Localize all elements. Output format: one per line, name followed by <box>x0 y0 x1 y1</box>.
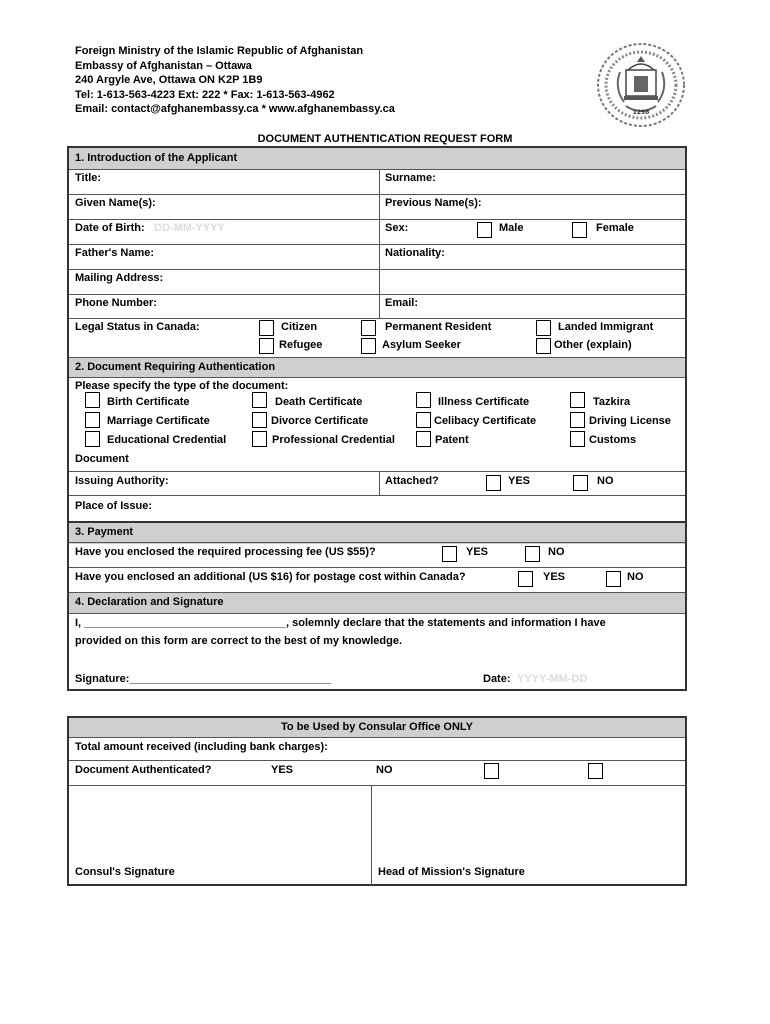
signature-line[interactable]: Signature:_________________________________ <box>75 673 332 685</box>
row-father-nationality[interactable] <box>69 244 685 270</box>
section-3-title: 3. Payment <box>75 526 134 538</box>
dob-label: Date of Birth: <box>75 222 145 234</box>
letterhead <box>75 44 395 117</box>
landed-immigrant-label: Landed Immigrant <box>558 321 654 333</box>
consular-office-table <box>67 716 687 886</box>
title-label: Title: <box>75 172 102 184</box>
request-form <box>67 146 687 691</box>
section-1-title: 1. Introduction of the Applicant <box>75 152 238 164</box>
attached-yes-label: YES <box>508 475 531 487</box>
section-2-header <box>69 357 685 378</box>
fee-no-checkbox[interactable] <box>525 546 540 562</box>
issuing-authority-label: Issuing Authority: <box>75 475 169 487</box>
divorce-certificate-checkbox[interactable] <box>252 412 267 428</box>
postage-question: Have you enclosed an additional (US $16) for postage cost within Canada? <box>75 571 466 583</box>
place-of-issue-label: Place of Issue: <box>75 500 153 512</box>
section-4-title: 4. Declaration and Signature <box>75 596 224 608</box>
driving-license-checkbox[interactable] <box>570 412 585 428</box>
surname-label: Surname: <box>385 172 436 184</box>
head-of-mission-signature-label[interactable]: Head of Mission's Signature <box>378 866 525 878</box>
row-issuing-authority <box>69 471 685 496</box>
mailing-address-label: Mailing Address: <box>75 272 164 284</box>
date-field[interactable]: YYYY-MM-DD <box>517 673 588 685</box>
postage-yes-label: YES <box>543 571 566 583</box>
section-1-divider <box>379 169 380 319</box>
document-types <box>69 377 685 472</box>
row-title[interactable] <box>69 169 685 195</box>
male-checkbox[interactable] <box>477 222 492 238</box>
authenticated-yes-label: YES <box>271 764 294 776</box>
row-place-of-issue[interactable] <box>69 495 685 522</box>
row-phone-email[interactable] <box>69 294 685 319</box>
professional-credential-checkbox[interactable] <box>252 431 267 447</box>
section-1-header <box>69 148 685 169</box>
patent-label: Patent <box>435 434 469 446</box>
declaration-line-1: I, _________________________________, solemnly declare that the statements and information I have <box>75 617 606 629</box>
declaration-line-2: provided on this form are correct to the best of my knowledge. <box>75 635 402 647</box>
row-authenticated <box>69 760 685 786</box>
educational-credential-label: Educational Credential <box>107 434 227 446</box>
embassy-phones: Tel: 1-613-563-4223 Ext: 222 * Fax: 1-613-563-4962 <box>75 88 335 101</box>
divorce-certificate-label: Divorce Certificate <box>271 415 369 427</box>
customs-label: Customs <box>589 434 637 446</box>
phone-label: Phone Number: <box>75 297 157 309</box>
permanent-resident-checkbox[interactable] <box>361 320 376 336</box>
section-3-header <box>69 521 685 544</box>
asylum-seeker-checkbox[interactable] <box>361 338 376 354</box>
form-title: DOCUMENT AUTHENTICATION REQUEST FORM <box>257 133 513 145</box>
embassy-address: 240 Argyle Ave, Ottawa ON K2P 1B9 <box>75 74 263 87</box>
postage-yes-checkbox[interactable] <box>518 571 533 587</box>
fee-question: Have you enclosed the required processing fee (US $55)? <box>75 546 376 558</box>
male-label: Male <box>499 222 524 234</box>
customs-checkbox[interactable] <box>570 431 585 447</box>
landed-immigrant-checkbox[interactable] <box>536 320 551 336</box>
row-postage <box>69 567 685 593</box>
legal-status-label: Legal Status in Canada: <box>75 321 200 333</box>
other-status-checkbox[interactable] <box>536 338 551 354</box>
authenticated-label: Document Authenticated? <box>75 764 212 776</box>
tazkira-checkbox[interactable] <box>570 392 585 408</box>
permanent-resident-label: Permanent Resident <box>385 321 492 333</box>
document-label: Document <box>75 453 129 465</box>
given-names-label: Given Name(s): <box>75 197 156 209</box>
previous-names-label: Previous Name(s): <box>385 197 482 209</box>
date-label: Date: <box>483 673 511 685</box>
consul-signature-label[interactable]: Consul's Signature <box>75 866 175 878</box>
driving-license-label: Driving License <box>589 415 671 427</box>
marriage-certificate-checkbox[interactable] <box>85 412 100 428</box>
seal-year: 1298 <box>632 109 650 116</box>
birth-certificate-checkbox[interactable] <box>85 392 100 408</box>
embassy-email: Email: contact@afghanembassy.ca * www.afghanembassy.ca <box>75 103 395 116</box>
authenticated-no-checkbox[interactable] <box>588 763 603 779</box>
celibacy-certificate-checkbox[interactable] <box>416 412 431 428</box>
row-dob-sex <box>69 219 685 245</box>
office-title: To be Used by Consular Office ONLY <box>281 721 473 733</box>
row-total-amount[interactable] <box>69 737 685 761</box>
declaration <box>69 613 685 694</box>
fee-yes-label: YES <box>466 546 489 558</box>
attached-yes-checkbox[interactable] <box>486 475 501 491</box>
attached-no-label: NO <box>597 475 614 487</box>
attached-label: Attached? <box>385 475 439 487</box>
dob-field[interactable]: DD-MM-YYYY <box>154 222 225 234</box>
death-certificate-label: Death Certificate <box>275 396 363 408</box>
section-4-header <box>69 592 685 614</box>
death-certificate-checkbox[interactable] <box>252 392 267 408</box>
authenticated-no-label: NO <box>376 764 393 776</box>
father-name-label: Father's Name: <box>75 247 155 259</box>
row-names[interactable] <box>69 194 685 220</box>
office-header <box>69 718 685 737</box>
illness-certificate-label: Illness Certificate <box>438 396 530 408</box>
other-status-label: Other (explain) <box>554 339 632 351</box>
row-signatures <box>69 785 685 887</box>
sex-label: Sex: <box>385 222 409 234</box>
celibacy-certificate-label: Celibacy Certificate <box>434 415 537 427</box>
tazkira-label: Tazkira <box>593 396 631 408</box>
refugee-label: Refugee <box>279 339 323 351</box>
citizen-label: Citizen <box>281 321 318 333</box>
issuing-divider <box>379 471 380 495</box>
birth-certificate-label: Birth Certificate <box>107 396 190 408</box>
educational-credential-checkbox[interactable] <box>85 431 100 447</box>
patent-checkbox[interactable] <box>416 431 431 447</box>
authenticated-yes-checkbox[interactable] <box>484 763 499 779</box>
total-amount-label: Total amount received (including bank charges): <box>75 741 328 753</box>
row-legal-status <box>69 318 685 358</box>
embassy-name: Embassy of Afghanistan – Ottawa <box>75 59 252 72</box>
afghanistan-emblem-icon <box>596 42 686 128</box>
row-mailing[interactable] <box>69 269 685 295</box>
row-fee <box>69 542 685 568</box>
signature-divider <box>371 785 372 886</box>
section-2-title: 2. Document Requiring Authentication <box>75 361 276 373</box>
document-type-prompt: Please specify the type of the document: <box>75 380 289 392</box>
email-label: Email: <box>385 297 419 309</box>
female-checkbox[interactable] <box>572 222 587 238</box>
postage-no-checkbox[interactable] <box>606 571 621 587</box>
attached-no-checkbox[interactable] <box>573 475 588 491</box>
female-label: Female <box>596 222 634 234</box>
fee-yes-checkbox[interactable] <box>442 546 457 562</box>
org-name: Foreign Ministry of the Islamic Republic of Afghanistan <box>75 45 364 57</box>
marriage-certificate-label: Marriage Certificate <box>107 415 210 427</box>
nationality-label: Nationality: <box>385 247 445 259</box>
fee-no-label: NO <box>548 546 565 558</box>
refugee-checkbox[interactable] <box>259 338 274 354</box>
postage-no-label: NO <box>627 571 644 583</box>
professional-credential-label: Professional Credential <box>272 434 395 446</box>
citizen-checkbox[interactable] <box>259 320 274 336</box>
asylum-seeker-label: Asylum Seeker <box>382 339 461 351</box>
illness-certificate-checkbox[interactable] <box>416 392 431 408</box>
